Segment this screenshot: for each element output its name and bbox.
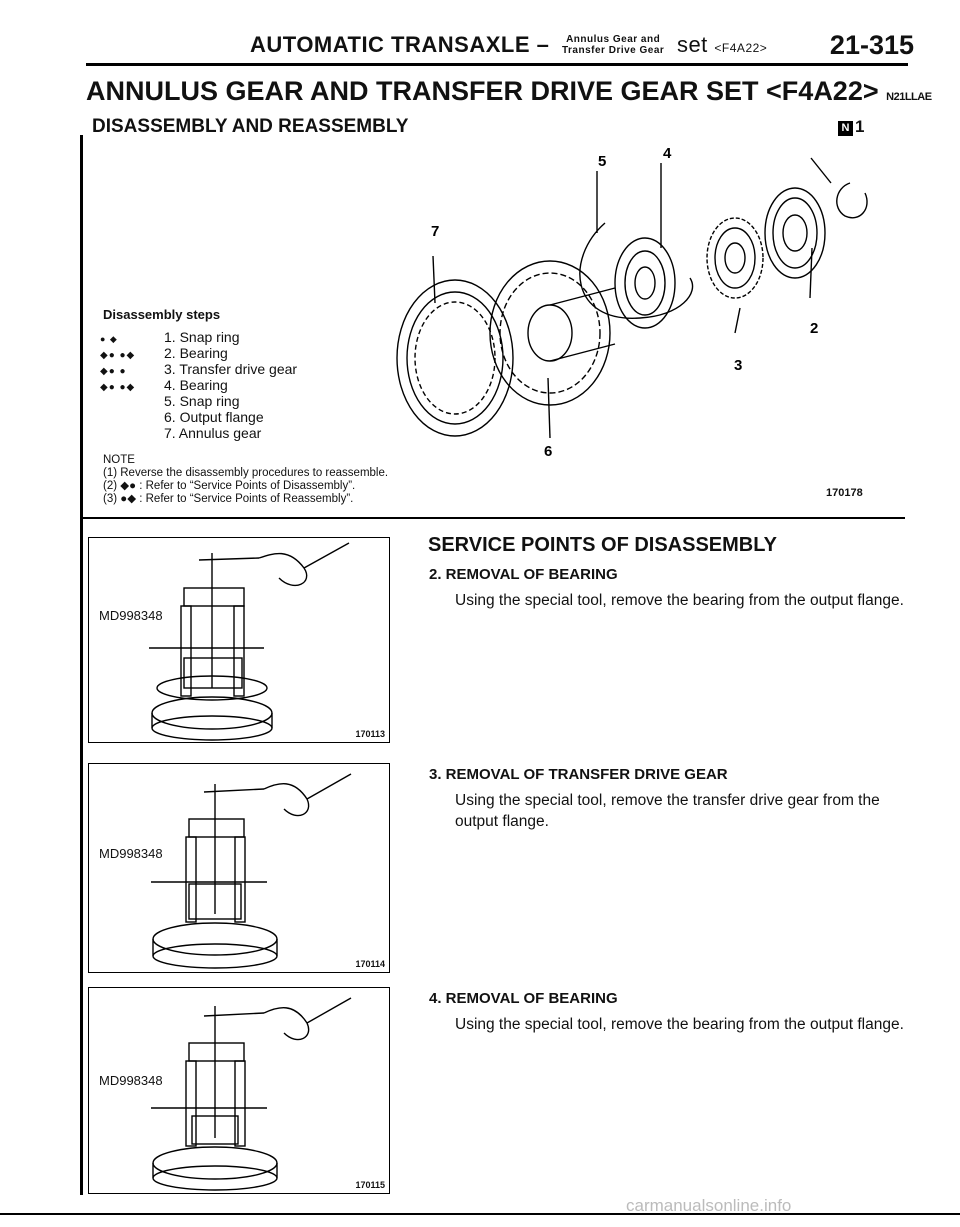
step-row — [100, 393, 297, 409]
note-block — [103, 454, 388, 506]
step-row — [100, 425, 297, 441]
step-marks: ◆● ●◆ — [100, 350, 136, 361]
page-number: 21-315 — [829, 30, 914, 60]
disassembly-steps-heading: Disassembly steps — [103, 307, 221, 322]
service-item-text: Using the special tool, remove the bearing from the output flange. — [455, 1016, 904, 1033]
section-title — [86, 76, 932, 107]
special-tool-label: MD998348 — [99, 1073, 163, 1088]
diagram-figure-number: 170178 — [826, 487, 863, 499]
service-item-heading: 2. REMOVAL OF BEARING — [429, 566, 618, 583]
section-title-text: ANNULUS GEAR AND TRANSFER DRIVE GEAR SET <F4A22> — [86, 76, 879, 106]
sub-title: DISASSEMBLY AND REASSEMBLY — [92, 116, 409, 137]
callout-3: 3 — [734, 357, 743, 374]
step-marks: ◆● ● — [100, 366, 127, 377]
transfer-gear-puller-illustration — [89, 764, 389, 972]
note-line: (3) ●◆ : Refer to “Service Points of Reassembly”. — [103, 493, 354, 505]
figure-number: 170115 — [355, 1180, 385, 1190]
figure-number: 170114 — [355, 959, 385, 969]
step-row — [100, 361, 297, 377]
callout-6: 6 — [544, 443, 553, 458]
footer-rule — [0, 1213, 960, 1215]
header-stack-bottom: Transfer Drive Gear — [561, 45, 665, 56]
illustration-panel-2 — [88, 763, 390, 973]
note-line: (2) ◆● : Refer to “Service Points of Disassembly”. — [103, 480, 356, 492]
special-tool-label: MD998348 — [99, 608, 163, 623]
step-label: 7. Annulus gear — [164, 425, 262, 441]
note-heading: NOTE — [103, 454, 135, 466]
service-points-title: SERVICE POINTS OF DISASSEMBLY — [428, 534, 777, 556]
disassembly-steps-list — [100, 329, 297, 441]
step-row — [100, 345, 297, 361]
note-line: (1) Reverse the disassembly procedures to reassemble. — [103, 467, 389, 479]
header-stacked-title — [562, 34, 664, 56]
running-header-title — [250, 32, 767, 58]
ref-badge-box: N — [838, 121, 853, 136]
bearing-puller-illustration — [89, 538, 389, 742]
illustration-panel-1 — [88, 537, 390, 743]
callout-5: 5 — [598, 153, 607, 170]
step-label: 5. Snap ring — [164, 393, 240, 409]
diagram-bottom-rule — [83, 517, 905, 519]
step-row — [100, 329, 297, 345]
reference-badge — [838, 117, 864, 137]
callout-7: 7 — [431, 223, 440, 240]
service-item-heading: 4. REMOVAL OF BEARING — [429, 990, 618, 1007]
step-label: 6. Output flange — [164, 409, 264, 425]
header-set-word: set — [676, 32, 708, 57]
service-item-text: Using the special tool, remove the bearing from the output flange. — [455, 592, 904, 609]
step-label: 1. Snap ring — [164, 329, 240, 345]
figure-number: 170113 — [355, 729, 385, 739]
step-row — [100, 409, 297, 425]
step-row — [100, 377, 297, 393]
step-label: 3. Transfer drive gear — [164, 361, 298, 377]
header-stack-top: Annulus Gear and — [566, 34, 661, 45]
special-tool-label: MD998348 — [99, 846, 163, 861]
illustration-panel-3 — [88, 987, 390, 1194]
header-model-code: <F4A22> — [714, 41, 768, 55]
bearing-puller-illustration-2 — [89, 988, 389, 1193]
left-vertical-rule — [80, 135, 83, 1195]
header-rule — [86, 63, 908, 66]
watermark: carmanualsonline.info — [626, 1196, 792, 1215]
service-item-heading: 3. REMOVAL OF TRANSFER DRIVE GEAR — [429, 766, 728, 783]
callout-2: 2 — [810, 320, 819, 337]
exploded-view-diagram — [380, 138, 890, 458]
section-code: N21LLAE — [886, 91, 932, 103]
header-prefix: AUTOMATIC TRANSAXLE – — [250, 32, 550, 57]
step-marks: ● ◆ — [100, 334, 118, 344]
ref-number: 1 — [855, 117, 865, 136]
step-label: 2. Bearing — [164, 345, 228, 361]
step-label: 4. Bearing — [164, 377, 228, 393]
step-marks: ◆● ●◆ — [100, 382, 136, 393]
service-item-text: Using the special tool, remove the transfer drive gear from the output flange. — [455, 792, 880, 830]
callout-4: 4 — [663, 145, 672, 162]
